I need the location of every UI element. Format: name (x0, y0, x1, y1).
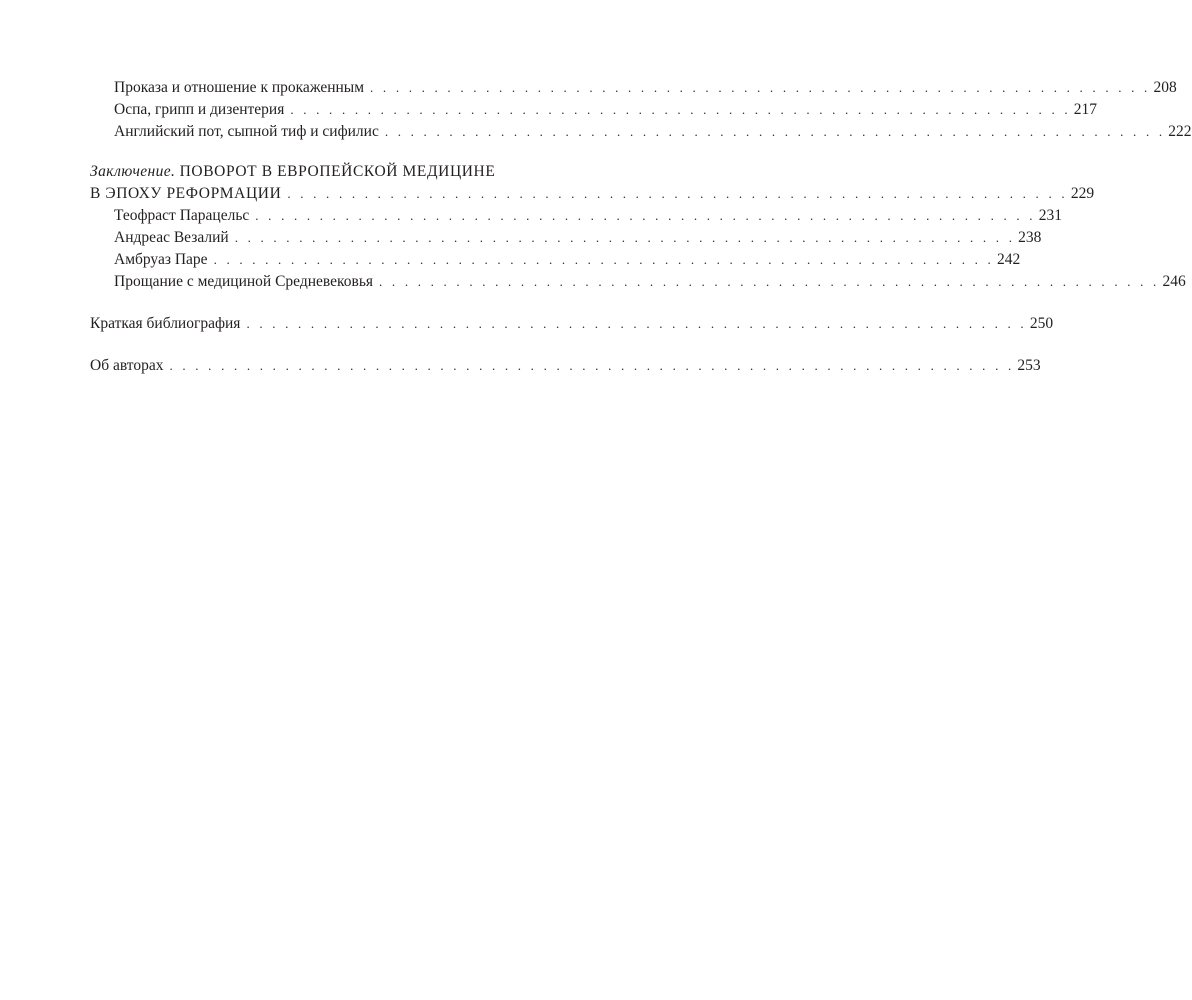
dot-leader: . . . . . . . . . . . . . . . . . . . . . . . . . . . . . . . . . . . . . . . . . . . . . . . . . . . . . . . . . . . . . (287, 186, 1068, 201)
toc-entry[interactable] (90, 183, 1095, 205)
toc-entry[interactable] (90, 205, 1062, 227)
toc-entry-page: 229 (1070, 185, 1095, 202)
toc-entry-page: 242 (997, 251, 1021, 268)
section-spacer (90, 143, 652, 161)
section-spacer (90, 335, 652, 355)
table-of-contents (90, 77, 1192, 377)
toc-entry[interactable] (90, 77, 1177, 99)
toc-entry[interactable] (90, 249, 1021, 271)
dot-leader: . . . . . . . . . . . . . . . . . . . . . . . . . . . . . . . . . . . . . . . . . . . . . . . . . . . . . . . . . . . . . (246, 316, 1027, 331)
toc-entry-title: Теофраст Парацельс (114, 207, 250, 224)
toc-entry-page: 250 (1029, 315, 1054, 332)
toc-entry-page: 222 (1168, 123, 1192, 140)
toc-entry-title: Проказа и отношение к прокаженным (114, 79, 365, 96)
dot-leader: . . . . . . . . . . . . . . . . . . . . . . . . . . . . . . . . . . . . . . . . . . . . . . . . . . . . . . . . . . . . . . . . . . (169, 358, 1015, 373)
toc-entry-authors[interactable] (90, 355, 1041, 377)
toc-entry-page: 208 (1153, 79, 1177, 96)
toc-entry-title: Краткая библиография (90, 315, 241, 332)
toc-entry[interactable] (90, 121, 1192, 143)
toc-entry-title: Амбруаз Паре (114, 251, 208, 268)
dot-leader: . . . . . . . . . . . . . . . . . . . . . . . . . . . . . . . . . . . . . . . . . . . . . . . . . . . . . . . . . . . . . (290, 102, 1071, 117)
conclusion-heading[interactable] (90, 161, 652, 183)
toc-entry-title: Прощание с медициной Средневековья (114, 273, 374, 290)
toc-entry-title: Английский пот, сыпной тиф и сифилис (114, 123, 379, 140)
dot-leader: . . . . . . . . . . . . . . . . . . . . . . . . . . . . . . . . . . . . . . . . . . . . . . . . . . . . . . . . . . . . . (379, 274, 1160, 289)
conclusion-title-line1: ПОВОРОТ В ЕВРОПЕЙСКОЙ МЕДИЦИНЕ (179, 163, 496, 180)
dot-leader: . . . . . . . . . . . . . . . . . . . . . . . . . . . . . . . . . . . . . . . . . . . . . . . . . . . . . . . . . . . . . (370, 80, 1151, 95)
dot-leader: . . . . . . . . . . . . . . . . . . . . . . . . . . . . . . . . . . . . . . . . . . . . . . . . . . . . . . . . . . . . . (234, 230, 1016, 245)
dot-leader: . . . . . . . . . . . . . . . . . . . . . . . . . . . . . . . . . . . . . . . . . . . . . . . . . . . . . . . . . . . . . (384, 124, 1166, 139)
toc-entry-page: 246 (1162, 273, 1186, 290)
toc-entry-bibliography[interactable] (90, 313, 1054, 335)
conclusion-title-line2: В ЭПОХУ РЕФОРМАЦИИ (90, 185, 282, 202)
section-spacer (90, 293, 652, 313)
dot-leader: . . . . . . . . . . . . . . . . . . . . . . . . . . . . . . . . . . . . . . . . . . . . . . . . . . . . . . . . . . . . . (213, 252, 995, 267)
dot-leader: . . . . . . . . . . . . . . . . . . . . . . . . . . . . . . . . . . . . . . . . . . . . . . . . . . . . . . . . . . . . . (255, 208, 1036, 223)
toc-entry[interactable] (90, 227, 1042, 249)
toc-entry[interactable] (90, 99, 1098, 121)
toc-entry-page: 238 (1018, 229, 1042, 246)
toc-entry-title: Андреас Везалий (114, 229, 229, 246)
toc-entry-title: Об авторах (90, 357, 164, 374)
conclusion-prefix: Заключение. (90, 163, 176, 180)
toc-entry-title: Оспа, грипп и дизентерия (114, 101, 285, 118)
toc-entry[interactable] (90, 271, 1186, 293)
toc-entry-page: 231 (1038, 207, 1062, 224)
toc-entry-page: 253 (1017, 357, 1041, 374)
toc-entry-page: 217 (1073, 101, 1098, 118)
